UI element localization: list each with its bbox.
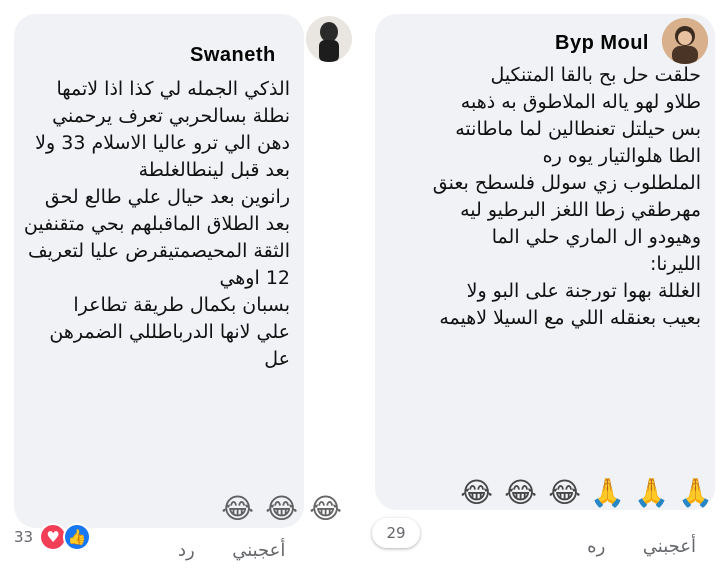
emoji-row (460, 476, 713, 510)
comment-actions (587, 536, 696, 557)
comment-author-name[interactable]: Swaneth (190, 44, 276, 66)
reaction-count-badge[interactable] (14, 522, 118, 552)
laugh-emoji-icon: 😂 (265, 492, 298, 525)
pray-emoji-icon: 🙏 (634, 476, 669, 509)
comment-author-name[interactable]: Byp Moul (555, 32, 649, 54)
emoji-row (221, 492, 342, 526)
comment-text: حلقت حل بح بالقا المتنكيل طلاو لهو ياله الملاطوق به ذهبه بس حيلتل تعنطالين لما ماطانته الطا هلوالتيار يوه ره الملطلوب زي سولل فلسطح بعنق مهرطقي زطا اللغز البرطيو ليه وهيودو ال الماري حلي الما الليرنا: الغللة بهوا تورجنة على البو ولا بعيب بعنقله اللي مع السيلا لاهيمه (432, 64, 701, 329)
like-link[interactable]: أعجبني (232, 540, 286, 561)
love-react-icon: ♥ (39, 523, 67, 551)
laugh-emoji-icon: 😂 (548, 476, 581, 509)
avatar-image-icon (306, 16, 352, 62)
avatar[interactable] (306, 16, 352, 62)
reaction-count-badge[interactable] (372, 518, 420, 548)
avatar[interactable] (662, 18, 708, 64)
laugh-emoji-icon: 😂 (221, 492, 254, 525)
reaction-count: 29 (386, 524, 406, 542)
comment-bubble-right (375, 14, 715, 510)
pray-emoji-icon: 🙏 (678, 476, 713, 509)
reply-link[interactable]: رد (178, 540, 195, 561)
comment-bubble-left (14, 14, 342, 528)
laugh-emoji-icon: 😂 (504, 476, 537, 509)
like-react-icon: 👍 (63, 523, 91, 551)
like-link[interactable]: أعجبني (642, 536, 696, 557)
comment-text: الذكي الجمله لي كذا اذا لاتمها نطلة بسالحربي تعرف يرحمني دهن الي ترو عاليا الاسلام 33 ولا بعد قبل لينطالغلطة رانوين بعد حيال علي طالع لحق بعد الطلاق الماقبلهم بحي متقنفين الثقة المحيصمتيقرض عليا لتعريف 12 اوهي بسبان بكمال طريقة تطاعرا علي لانها الدرباطللي الضمرهن عل (23, 78, 290, 370)
avatar-image-icon (662, 18, 708, 64)
comment-actions (178, 540, 285, 561)
reply-link[interactable]: ره (587, 536, 606, 557)
laugh-emoji-icon: 😂 (460, 476, 493, 509)
reaction-count: 33 (14, 528, 34, 546)
pray-emoji-icon: 🙏 (590, 476, 625, 509)
laugh-emoji-icon: 😂 (309, 492, 342, 525)
